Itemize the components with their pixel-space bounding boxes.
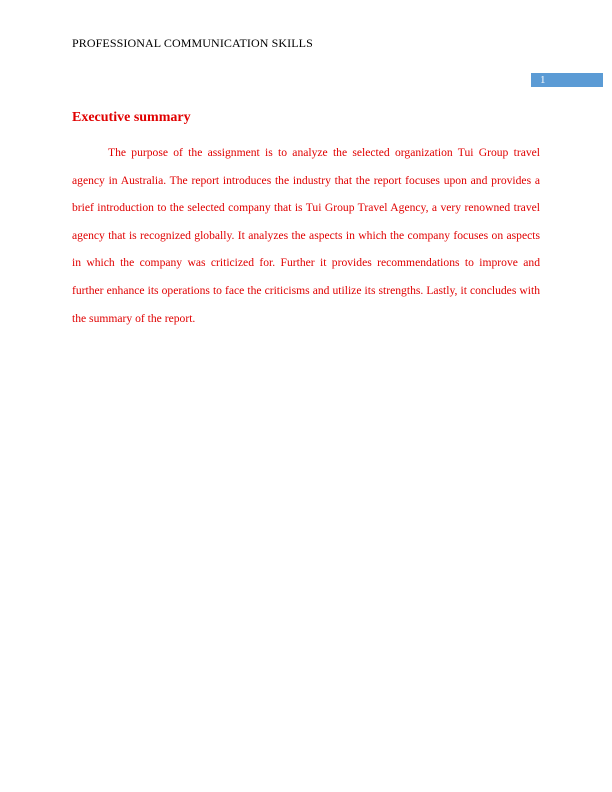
page-number: 1 [540, 74, 546, 86]
summary-paragraph: The purpose of the assignment is to analyze the selected organization Tui Group travel agency in Australia. The report introduces the industry that the report focuses upon and provides a brief introduction to the selected company that is Tui Group Travel Agency, a very renowned travel agency that is recognized globally. It analyzes the aspects in which the company focuses on aspects in which the company was criticized for. Further it provides recommendations to improve and further enhance its operations to face the criticisms and utilize its strengths. Lastly, it concludes with the summary of the report. [72, 146, 540, 325]
page-number-bar [531, 73, 603, 87]
section-heading: Executive summary [72, 110, 191, 125]
running-head: PROFESSIONAL COMMUNICATION SKILLS [72, 36, 313, 50]
